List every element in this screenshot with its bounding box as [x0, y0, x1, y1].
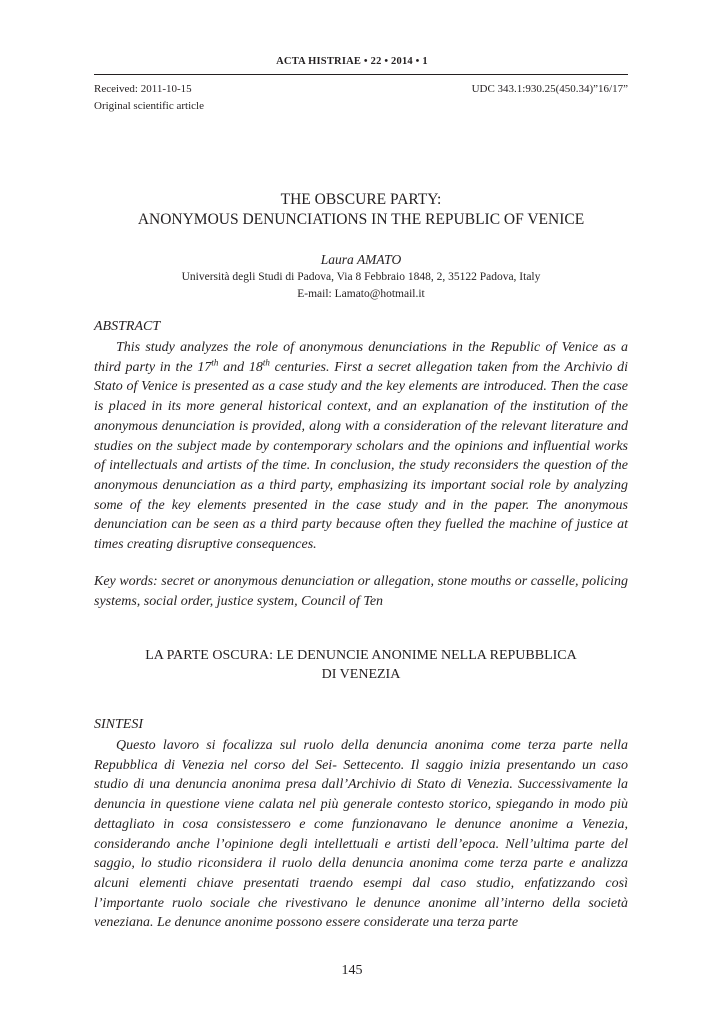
italian-title-line-1: LA PARTE OSCURA: LE DENUNCIE ANONIME NELLA REPUBBLICA: [145, 648, 577, 663]
received-date: Received: 2011-10-15: [94, 83, 192, 95]
title-line-2: ANONYMOUS DENUNCIATIONS IN THE REPUBLIC OF VENICE: [137, 211, 585, 228]
author-info: [94, 269, 628, 303]
article-title: [94, 190, 628, 230]
journal-header: ACTA HISTRIAE • 22 • 2014 • 1: [276, 56, 428, 67]
title-line-1: THE OBSCURE PARTY:: [280, 191, 442, 208]
italian-title-line-2: DI VENEZIA: [321, 667, 401, 682]
superscript-th: th: [211, 357, 219, 368]
author-email: E-mail: Lamato@hotmail.it: [297, 288, 425, 300]
udc-code: UDC 343.1:930.25(450.34)”16/17”: [471, 83, 628, 95]
article-type: Original scientific article: [94, 100, 204, 112]
sintesi-text: Questo lavoro si focalizza sul ruolo della denuncia anonima come terza parte nella Repubblica di Venezia nel corso del Sei- Settecento. Il saggio inizia presentando un caso studio di una denuncia anonima presa dall’Archivio di Stato di Venezia. Successivamente la denuncia in questione viene calata nel più generale contesto storico, spiegando in modo più dettagliato in cosa consistessero e come funzionavano le denunce anonime a Venezia, considerando anche l’opinione degli intellettuali e artisti dell’epoca. Nell’ultima parte del saggio, lo studio riconsidera il ruolo della denuncia anonima come terza parte e analizza alcuni elementi chiave presentati traendo esempi dal caso studio, enfatizzando così l’importante ruolo sociale che rivestivano le denunce anonime all’interno della società veneziana. Le denunce anonime possono essere considerate una terza parte: [94, 738, 628, 931]
abstract-text-part-2: and 18: [218, 359, 263, 375]
author-affiliation: Università degli Studi di Padova, Via 8 Febbraio 1848, 2, 35122 Padova, Italy: [181, 271, 541, 283]
abstract-text-part-1: This study analyzes the role of anonymous denunciations in the Republic of Venice as a third party in the 17: [94, 340, 628, 375]
abstract-heading: ABSTRACT: [94, 319, 161, 334]
abstract-text: [94, 338, 628, 555]
article-meta: [94, 81, 204, 115]
header-rule: [94, 74, 628, 75]
abstract-text-part-3: centuries. First a secret allegation taken from the Archivio di Stato of Venice is presented as a case study and the key elements are introduced. Then the case is placed in its more general historical context, and an explanation of the institution of the anonymous denunciation is provided, along with a consideration of the relevant literature and studies on the subject made by contemporary scholars and the opinions and influential works of intellectuals and artists of the time. In conclusion, the study reconsiders the question of the anonymous denunciation as a third party, emphasizing its important social role by analyzing some of the key elements presented in the case study and in the paper. The anonymous denunciation can be seen as a third party because often they fuelled the machine of justice at times creating disruptive consequences.: [94, 359, 628, 553]
italian-title: [94, 646, 628, 684]
author-name: Laura AMATO: [320, 252, 402, 267]
superscript-th: th: [262, 357, 270, 368]
page-number: 145: [341, 963, 363, 978]
keywords: Key words: secret or anonymous denunciation or allegation, stone mouths or casselle, policing systems, social order, justice system, Council of Ten: [94, 574, 628, 609]
sintesi-heading: SINTESI: [94, 717, 143, 732]
